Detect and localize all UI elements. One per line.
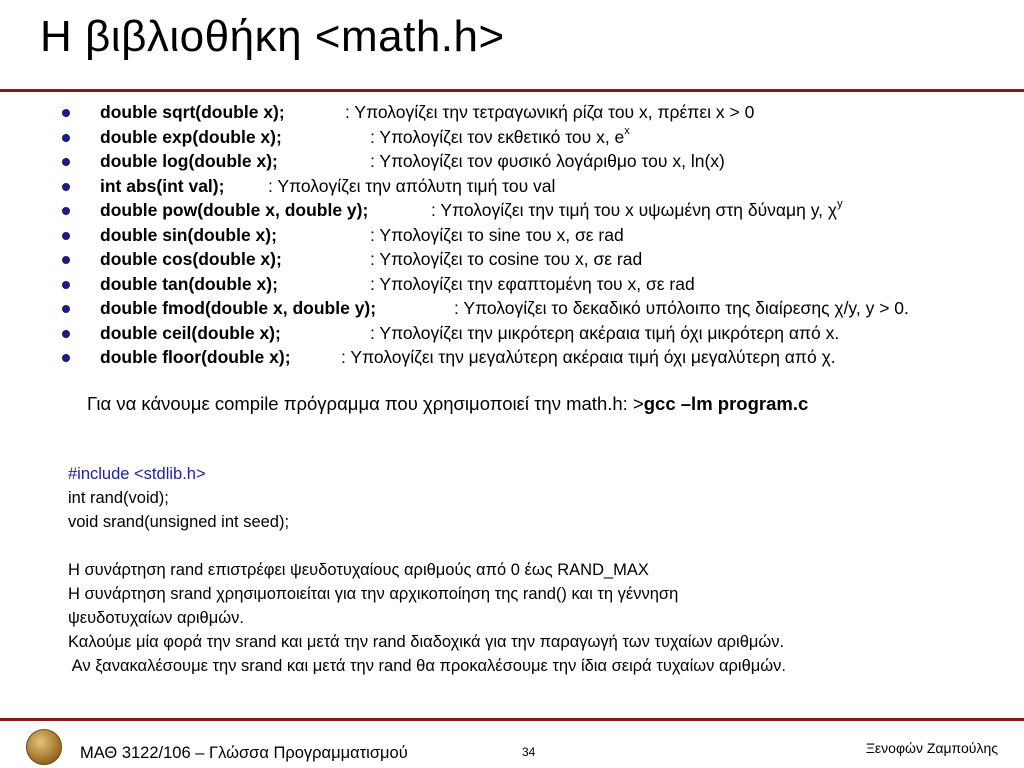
footer-divider <box>0 718 1024 721</box>
function-signature: double fmod(double x, double y); <box>100 298 377 318</box>
description-superscript: x <box>624 124 630 137</box>
bullet-icon <box>62 354 70 362</box>
code-line: int rand(void); <box>68 489 169 507</box>
title-divider <box>0 89 1024 92</box>
university-seal-icon <box>26 729 62 765</box>
function-signature: int abs(int val); <box>100 175 225 196</box>
function-description: : Υπολογίζει το δεκαδικό υπόλοιπο της διαίρεσης χ/y, y > 0. <box>454 298 909 318</box>
function-signature: double log(double x); <box>100 151 278 171</box>
function-description: : Υπολογίζει την εφαπτομένη του x, σε rad <box>370 273 695 294</box>
note-line: Καλούμε μία φορά την srand και μετά την rand διαδοχικά για την παραγωγή των τυχαίων αριθμών. <box>68 633 785 651</box>
function-description: : Υπολογίζει την τετραγωνική ρίζα του x, πρέπει x > 0 <box>345 102 755 122</box>
function-description: : Υπολογίζει τον φυσικό λογάριθμο του x, ln(x) <box>370 151 725 171</box>
bullet-icon <box>62 183 70 191</box>
compile-command: gcc –lm program.c <box>643 393 809 414</box>
function-signature: double pow(double x, double y); <box>100 200 369 220</box>
compile-instruction <box>87 393 808 415</box>
note-line: ψευδοτυχαίων αριθμών. <box>68 609 244 627</box>
bullet-icon <box>62 134 70 142</box>
function-description: : Υπολογίζει τον εκθετικό του x, e <box>370 126 625 147</box>
code-line: void srand(unsigned int seed); <box>68 513 290 531</box>
function-signature: double floor(double x); <box>100 347 291 367</box>
bullet-icon <box>62 330 70 338</box>
course-label: ΜΑΘ 3122/106 – Γλώσσα Προγραμματισμού <box>80 744 408 762</box>
description-superscript: y <box>837 198 843 210</box>
function-description: : Υπολογίζει την μεγαλύτερη ακέραια τιμή όχι μεγαλύτερη από χ. <box>341 347 836 367</box>
bullet-icon <box>62 158 70 166</box>
function-signature: double ceil(double x); <box>100 322 281 343</box>
function-signature: double tan(double x); <box>100 273 278 294</box>
function-description: : Υπολογίζει την μικρότερη ακέραια τιμή όχι μικρότερη από x. <box>370 322 840 343</box>
include-directive: #include <stdlib.h> <box>68 465 206 483</box>
function-description: : Υπολογίζει το sine του x, σε rad <box>370 224 624 245</box>
function-description: : Υπολογίζει την τιμή του x υψωμένη στη δύναμη y, χ <box>431 200 838 220</box>
function-description: : Υπολογίζει την απόλυτη τιμή του val <box>268 175 556 196</box>
function-signature: double cos(double x); <box>100 249 282 269</box>
bullet-icon <box>62 256 70 264</box>
bullet-icon <box>62 232 70 240</box>
note-line: Η συνάρτηση rand επιστρέφει ψευδοτυχαίους αριθμούς από 0 έως RAND_MAX <box>68 561 649 579</box>
compile-text: Για να κάνουμε compile πρόγραμμα που χρησιμοποιεί την math.h: > <box>87 393 644 414</box>
function-description: : Υπολογίζει το cosine του x, σε rad <box>370 249 643 269</box>
rand-section <box>68 462 786 678</box>
page-number: 34 <box>522 745 536 759</box>
spacer <box>68 534 786 558</box>
function-signature: double exp(double x); <box>100 126 282 147</box>
function-signature: double sqrt(double x); <box>100 102 285 122</box>
bullet-icon <box>62 281 70 289</box>
slide-title: Η βιβλιοθήκη <math.h> <box>40 12 505 61</box>
note-line: Αν ξανακαλέσουμε την srand και μετά την rand θα προκαλέσουμε την ίδια σειρά τυχαίων αριθμών. <box>68 657 786 675</box>
note-line: Η συνάρτηση srand χρησιμοποιείται για την αρχικοποίηση της rand() και τη γέννηση <box>68 585 679 603</box>
bullet-icon <box>62 207 70 215</box>
function-signature: double sin(double x); <box>100 224 277 245</box>
bullet-icon <box>62 305 70 313</box>
bullet-icon <box>62 109 70 117</box>
author-name: Ξενοφών Ζαμπούλης <box>865 740 998 756</box>
